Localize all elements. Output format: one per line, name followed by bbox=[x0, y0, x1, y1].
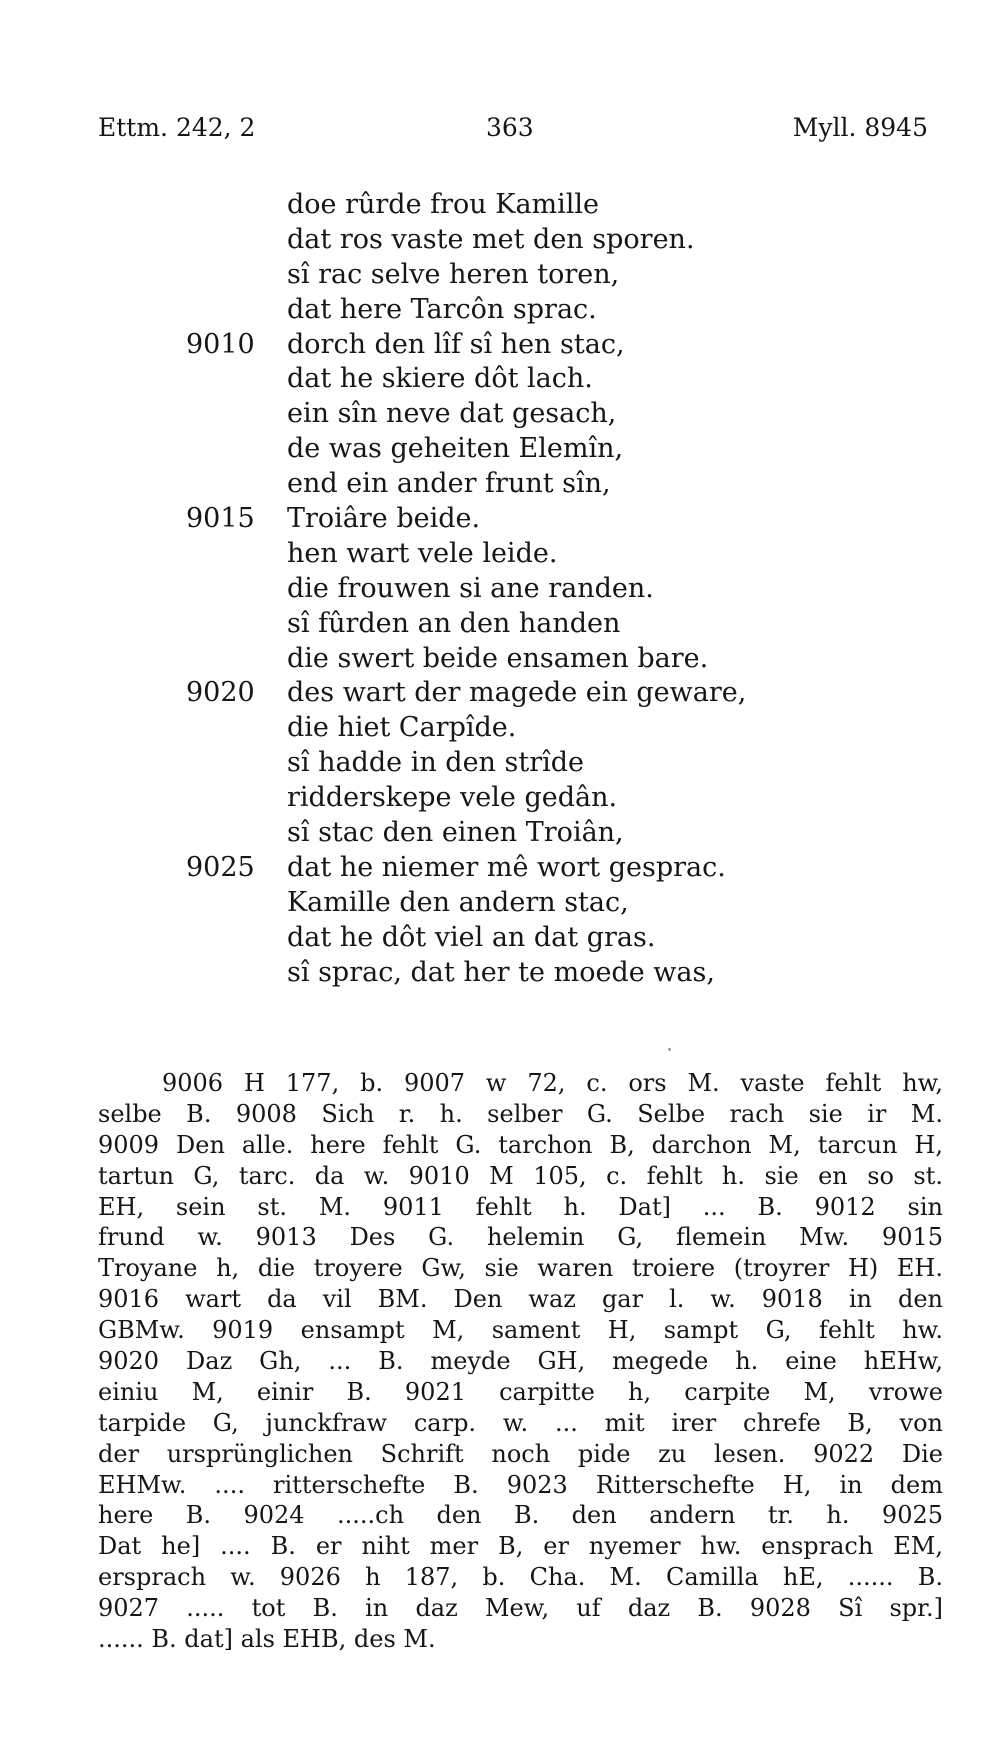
apparatus-line: Dat he] .... B. er niht mer B, er nyemer hw. ensprach EM, bbox=[98, 1532, 943, 1561]
apparatus-line: tarpide G, junckfraw carp. w. ... mit irer chrefe B, von bbox=[98, 1408, 943, 1437]
verse-line bbox=[0, 537, 1000, 572]
verse-text-line: sî sprac, dat her te moede was, bbox=[287, 956, 715, 988]
verse-text-line: ein sîn neve dat gesach, bbox=[287, 398, 617, 430]
apparatus-line: EH, sein st. M. 9011 fehlt h. Dat] ... B. 9012 sin bbox=[98, 1192, 943, 1221]
verse-line bbox=[0, 572, 1000, 607]
line-number: 9020 bbox=[186, 677, 255, 709]
line-number: 9010 bbox=[186, 328, 255, 360]
apparatus-line: 9027 ..... tot B. in daz Mew, uf daz B. 9028 Sî spr.] bbox=[98, 1594, 943, 1623]
verse-line bbox=[0, 188, 1000, 223]
verse-text-line: die hiet Carpîde. bbox=[287, 712, 517, 744]
verse-line bbox=[0, 293, 1000, 328]
header-right-reference: Myll. 8945 bbox=[792, 113, 928, 142]
verse-text-line: dorch den lîf sî hen stac, bbox=[287, 328, 625, 360]
verse-line bbox=[0, 502, 1000, 537]
apparatus-line: frund w. 9013 Des G. helemin G, flemein Mw. 9015 bbox=[98, 1223, 943, 1252]
verse-line bbox=[0, 956, 1000, 991]
verse-text-line: dat he dôt viel an dat gras. bbox=[287, 921, 656, 953]
verse-text-line: sî hadde in den strîde bbox=[287, 747, 585, 779]
apparatus-line: einiu M, einir B. 9021 carpitte h, carpite M, vrowe bbox=[98, 1377, 943, 1406]
critical-apparatus bbox=[98, 1068, 943, 1655]
verse-text-line: dat here Tarcôn sprac. bbox=[287, 293, 597, 325]
verse-line bbox=[0, 607, 1000, 642]
verse-text-line: de was geheiten Elemîn, bbox=[287, 433, 624, 465]
verse-text-line: dat he niemer mê wort gesprac. bbox=[287, 851, 726, 883]
verse-text bbox=[0, 188, 1000, 990]
header-left-reference: Ettm. 242, 2 bbox=[98, 113, 256, 142]
verse-line bbox=[0, 397, 1000, 432]
verse-line bbox=[0, 851, 1000, 886]
verse-line bbox=[0, 816, 1000, 851]
speck bbox=[668, 1048, 671, 1051]
verse-line bbox=[0, 642, 1000, 677]
verse-line bbox=[0, 746, 1000, 781]
apparatus-line: EHMw. .... ritterschefte B. 9023 Ritterschefte H, in dem bbox=[98, 1470, 943, 1499]
verse-line bbox=[0, 886, 1000, 921]
verse-line bbox=[0, 467, 1000, 502]
page-number: 363 bbox=[486, 113, 534, 142]
apparatus-line: 9006 H 177, b. 9007 w 72, c. ors M. vaste fehlt hw, bbox=[162, 1069, 943, 1097]
verse-text-line: sî fûrden an den handen bbox=[287, 607, 621, 639]
verse-line bbox=[0, 432, 1000, 467]
apparatus-line: Troyane h, die troyere Gw, sie waren troiere (troyrer H) EH. bbox=[98, 1254, 943, 1283]
verse-text-line: des wart der magede ein geware, bbox=[287, 677, 747, 709]
line-number: 9015 bbox=[186, 503, 255, 535]
apparatus-line: selbe B. 9008 Sich r. h. selber G. Selbe rach sie ir M. bbox=[98, 1099, 943, 1128]
page-header bbox=[98, 113, 928, 153]
verse-text-line: Troiâre beide. bbox=[287, 503, 481, 535]
verse-text-line: doe rûrde frou Kamille bbox=[287, 189, 600, 220]
verse-line bbox=[0, 711, 1000, 746]
verse-text-line: ridderskepe vele gedân. bbox=[287, 782, 618, 814]
verse-line bbox=[0, 676, 1000, 711]
apparatus-line: 9020 Daz Gh, ... B. meyde GH, megede h. eine hEHw, bbox=[98, 1347, 943, 1376]
verse-line bbox=[0, 921, 1000, 956]
apparatus-line: tartun G, tarc. da w. 9010 M 105, c. fehlt h. sie en so st. bbox=[98, 1161, 943, 1190]
apparatus-line: 9016 wart da vil BM. Den waz gar l. w. 9018 in den bbox=[98, 1285, 943, 1314]
apparatus-line: ...... B. dat] als EHB, des M. bbox=[98, 1625, 436, 1654]
verse-text-line: sî stac den einen Troiân, bbox=[287, 817, 624, 849]
line-number: 9025 bbox=[186, 851, 255, 883]
verse-line bbox=[0, 781, 1000, 816]
verse-text-line: sî rac selve heren toren, bbox=[287, 258, 620, 290]
verse-text-line: hen wart vele leide. bbox=[287, 537, 558, 569]
apparatus-line: here B. 9024 .....ch den B. den andern tr. h. 9025 bbox=[98, 1501, 943, 1530]
verse-line bbox=[0, 223, 1000, 258]
verse-line bbox=[0, 328, 1000, 363]
verse-text-line: end ein ander frunt sîn, bbox=[287, 468, 611, 500]
verse-line bbox=[0, 362, 1000, 397]
verse-text-line: dat ros vaste met den sporen. bbox=[287, 223, 695, 255]
verse-line bbox=[0, 258, 1000, 293]
verse-text-line: dat he skiere dôt lach. bbox=[287, 363, 593, 395]
apparatus-line: der ursprünglichen Schrift noch pide zu lesen. 9022 Die bbox=[98, 1439, 943, 1468]
apparatus-line: ersprach w. 9026 h 187, b. Cha. M. Camilla hE, ...... B. bbox=[98, 1563, 943, 1592]
verse-text-line: die frouwen si ane randen. bbox=[287, 572, 654, 604]
apparatus-line: GBMw. 9019 ensampt M, sament H, sampt G, fehlt hw. bbox=[98, 1316, 943, 1345]
verse-text-line: die swert beide ensamen bare. bbox=[287, 642, 709, 674]
verse-text-line: Kamille den andern stac, bbox=[287, 886, 629, 918]
apparatus-line: 9009 Den alle. here fehlt G. tarchon B, darchon M, tarcun H, bbox=[98, 1130, 943, 1159]
